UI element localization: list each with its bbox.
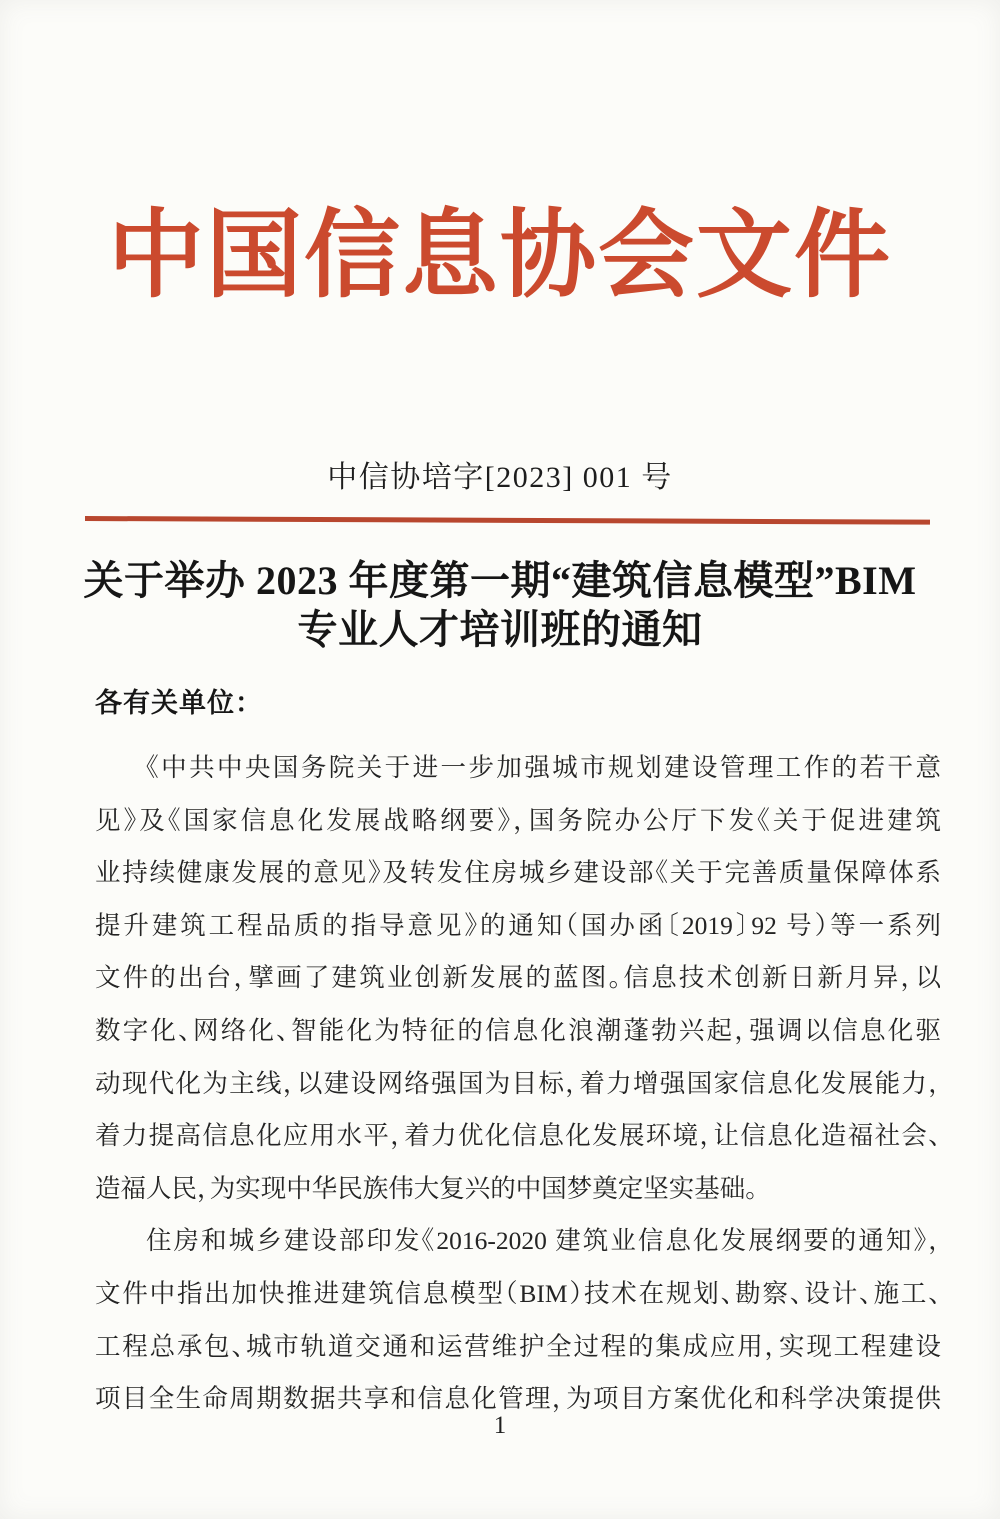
page-number: 1 (493, 1412, 507, 1439)
body-text-line: 着力提高信息化应用水平，着力优化信息化发展环境，让信息化造福社会、 (95, 1121, 941, 1151)
body-text-line: 文件的出台，擘画了建筑业创新发展的蓝图。信息技术创新日新月异，以 (95, 963, 941, 993)
document-reference-number: 中信协培字[2023] 001 号 (327, 461, 673, 494)
body-text-line: 动现代化为主线，以建设网络强国为目标，着力增强国家信息化发展能力， (95, 1068, 941, 1098)
body-text-line: 住房和城乡建设部印发《2016-2020 建筑业信息化发展纲要的通知》， (146, 1226, 941, 1256)
body-text-line: 业持续健康发展的意见》及转发住房城乡建设部《关于完善质量保障体系 (95, 858, 941, 888)
body-text-line: 工程总承包、城市轨道交通和运营维护全过程的集成应用，实现工程建设 (95, 1331, 941, 1361)
body-text-line: 造福人民，为实现中华民族伟大复兴的中国梦奠定坚实基础。 (95, 1173, 759, 1203)
body-text-line: 项目全生命周期数据共享和信息化管理，为项目方案优化和科学决策提供 (95, 1384, 941, 1414)
red-divider-line (85, 516, 930, 525)
body-text-line: 文件中指出加快推进建筑信息模型（BIM）技术在规划、勘察、设计、施工、 (95, 1278, 941, 1308)
document-body (95, 742, 941, 1426)
body-paragraph-2 (95, 1215, 941, 1425)
body-text-line: 《中共中央国务院关于进一步加强城市规划建设管理工作的若干意 (146, 753, 941, 782)
body-text-line: 数字化、网络化、智能化为特征的信息化浪潮蓬勃兴起，强调以信息化驱 (95, 1015, 941, 1045)
salutation: 各有关单位： (95, 688, 263, 718)
body-text-line: 见》及《国家信息化发展战略纲要》，国务院办公厅下发《关于促进建筑 (95, 805, 941, 835)
org-letterhead-title: 中国信息协会文件 (108, 202, 892, 309)
document-title-line1: 关于举办 2023 年度第一期“建筑信息模型”BIM (83, 558, 917, 603)
document-title-line2: 专业人才培训班的通知 (297, 607, 703, 652)
document-title (50, 556, 950, 654)
body-paragraph-1 (95, 742, 941, 1215)
body-text-line: 提升建筑工程品质的指导意见》的通知（国办函〔2019〕92 号）等一系列 (95, 910, 941, 940)
